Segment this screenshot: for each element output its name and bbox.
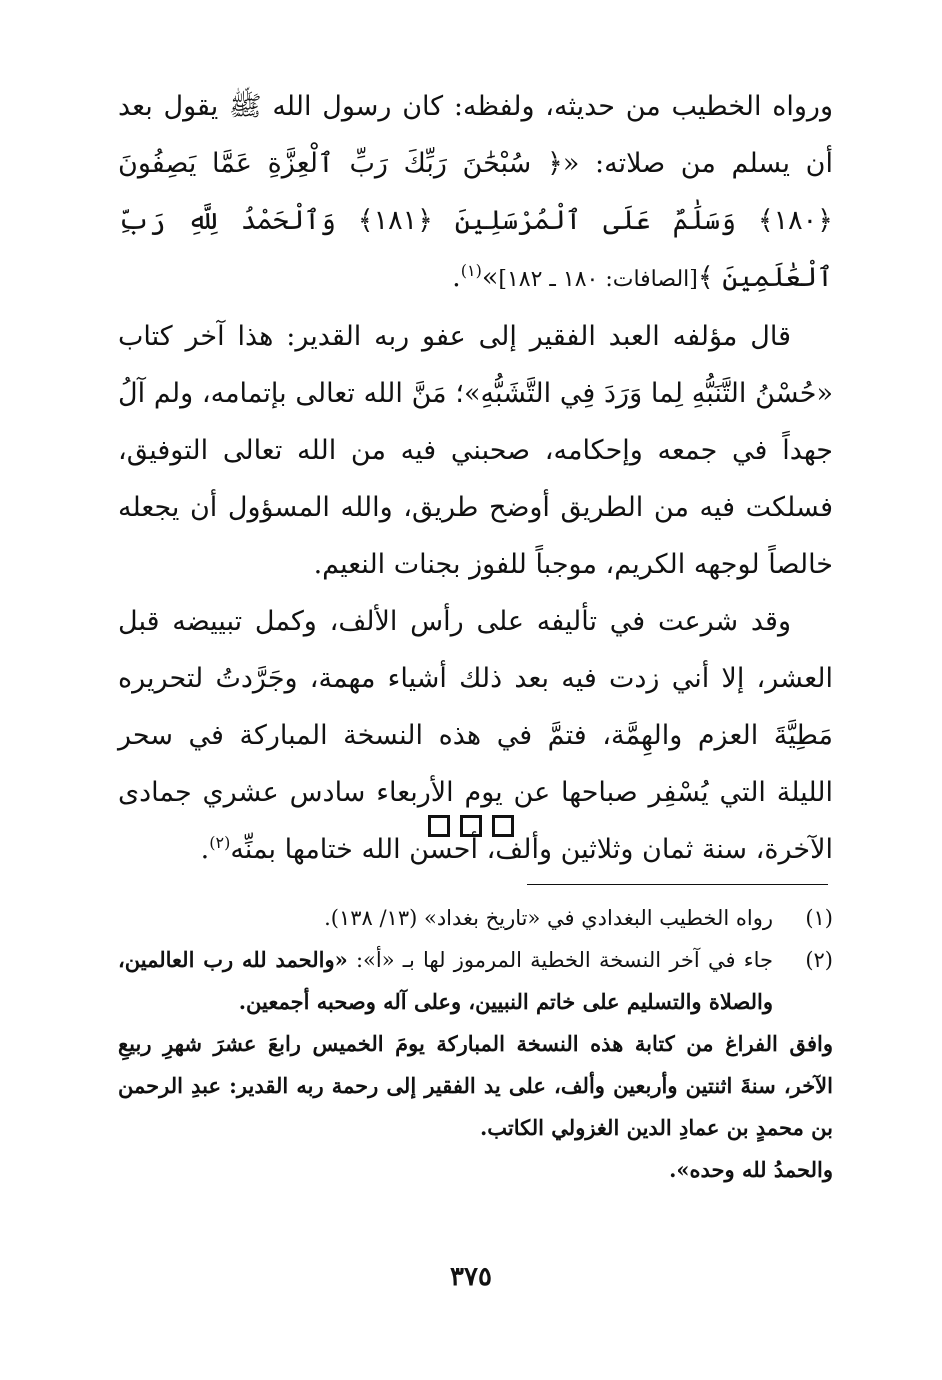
paragraph-1-end: . bbox=[452, 262, 461, 293]
footnote-2-intro: جاء في آخر النسخة الخطية المرموز لها بـ «أ»: bbox=[347, 948, 773, 972]
footnote-2-body bbox=[118, 939, 773, 1023]
footnote-marker-2[interactable]: (٢) bbox=[209, 833, 231, 852]
footnotes bbox=[118, 897, 833, 1191]
page-number: ٣٧٥ bbox=[450, 1262, 492, 1292]
paragraph-1-text: ورواه الخطيب من حديثه، ولفظه: كان رسول الله ﷺ يقول بعد أن يسلم من صلاته: « bbox=[118, 91, 834, 179]
separator-square-icon bbox=[492, 815, 514, 837]
quote-close: » bbox=[481, 262, 499, 293]
section-separator bbox=[0, 815, 942, 837]
footnote-2-quote-3: والحمدُ لله وحده». bbox=[669, 1157, 833, 1182]
footnote-2 bbox=[118, 939, 833, 1023]
footnote-1 bbox=[118, 897, 833, 939]
footnote-2-quote-1: «والحمد لله رب العالمين، والصلاة والتسليم على خاتم النبيين، وعلى آله وصحبه أجمعين. bbox=[118, 947, 773, 1014]
paragraph-2 bbox=[118, 308, 833, 593]
footnote-marker-1[interactable]: (١) bbox=[460, 261, 482, 280]
main-text bbox=[118, 78, 833, 878]
footnote-divider bbox=[527, 884, 828, 885]
footnote-2-first bbox=[118, 939, 773, 1023]
separator-square-icon bbox=[460, 815, 482, 837]
paragraph-2-text: قال مؤلفه العبد الفقير إلى عفو ربه القدير: هذا آخر كتاب «حُسْنُ التَّنَبُّهِ لِما وَرَدَ فِي التَّشَبُّهِ»؛ مَنَّ الله تعالى بإتمامه، ولم آلُ جهداً في جمعه وإحكامه، صحبني فيه من الله تعالى التوفيق، فسلكت فيه من الطريق أوضح طريق، والله المسؤول أن يجعله خالصاً لوجهه الكريم، موجباً للفوز بجنات النعيم. bbox=[118, 321, 833, 580]
separator-square-icon bbox=[428, 815, 450, 837]
paragraph-3-text: وقد شرعت في تأليفه على رأس الألف، وكمل تبييضه قبل العشر، إلا أني زدت فيه بعد ذلك أشياء مهمة، وجَرَّدتُ لتحريره مَطِيَّةَ العزم والهِمَّة، فتمَّ في هذه النسخة المباركة في سحر الليلة التي يُسْفِر صباحها عن يوم الأربعاء سادس عشري جمادى الآخرة، سنة ثمان وثلاثين وألف، أحسن الله ختامها بمنِّه bbox=[118, 606, 833, 865]
footnote-2-number: (٢) bbox=[805, 948, 833, 972]
quran-verse: ﴿ سُبْحَٰنَ رَبِّكَ رَبِّ ٱلْعِزَّةِ عَمَّا يَصِفُونَ ﴿١٨٠﴾ وَسَلَٰمٌ عَلَى ٱلْمُرْسَلِينَ ﴿١٨١﴾ وَٱلْحَمْدُ لِلَّهِ رَبِّ ٱلْعَٰلَمِينَ ﴾ bbox=[118, 148, 833, 293]
footnote-1-text: رواه الخطيب البغدادي في «تاريخ بغداد» (١٣/ ١٣٨). bbox=[324, 906, 773, 930]
paragraph-3-end: . bbox=[200, 834, 210, 865]
verse-reference: [الصافات: ١٨٠ ـ ١٨٢] bbox=[498, 267, 698, 292]
footnote-1-number: (١) bbox=[805, 906, 833, 930]
footnote-2-quote-2: وافق الفراغ من كتابة هذه النسخة المباركة يومَ الخميس رابعَ عشرَ شهرِ ربيعِ الآخر، سنةَ اثنتين وأربعين وألف، على يد الفقير إلى رحمة ربه القدير: عبدِ الرحمن بن محمدٍ بن عمادِ الدين الغزولي الكاتب. bbox=[118, 1031, 833, 1140]
paragraph-1 bbox=[118, 78, 833, 308]
